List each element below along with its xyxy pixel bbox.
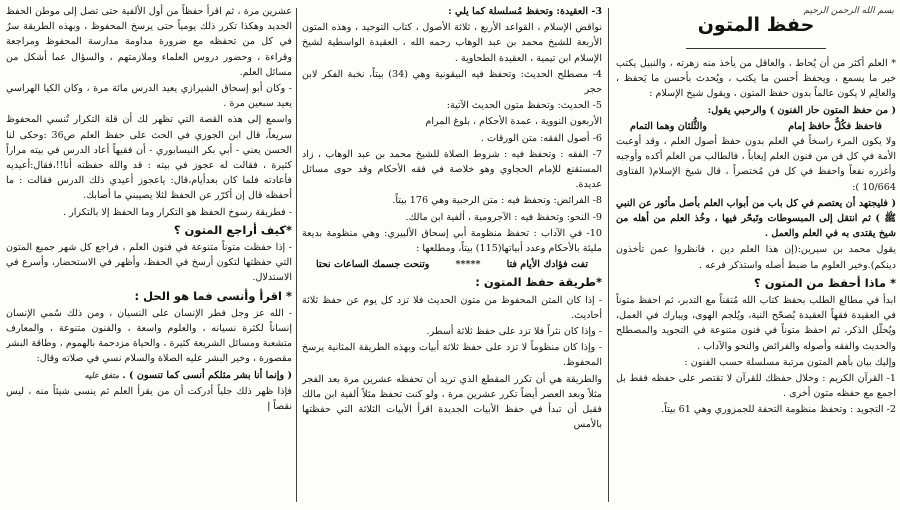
poem-verse <box>302 257 602 272</box>
body-paragraph: ولا يكون المرء راسخاً في العلم بدون حفظ أصول العلم ، وقد أوعبت الأمة في كل فن من فنون العلم إيعاباً ، فالطالب من العلم أكده وأوجبه وأغزره نفعاً واحفظ في كل فن مُختصراً ، قال شيخ الإسلام( الفتاوى 10/664 ): <box>616 136 896 193</box>
bismillah: بسم الله الرحمن الرحيم <box>803 6 894 16</box>
body-paragraph: يقول محمد بن سيرين:(إن هذا العلم دين ، فانظروا عمن تأخذون دينكم).وخير العلوم ما ضبط أصله واستذكر فرعه . <box>616 244 896 271</box>
section-heading: *كيف أراجع المتون ؟ <box>173 222 292 237</box>
poem-hemistich-left: والثُّلثان وهما التمام <box>630 120 707 132</box>
column-divider <box>296 8 297 502</box>
column-middle <box>302 4 602 506</box>
body-paragraph: وإليك بيان بأهم المتون مرتبة مسلسلة حسب الفنون : <box>684 356 896 368</box>
poem-hemistich-right: تفت فؤادك الأيام فتا <box>506 259 588 271</box>
list-item: 5- الحديث: وتحفظ متون الحديث الآتية: <box>446 100 602 112</box>
poem-verse <box>616 119 896 134</box>
body-paragraph: - وإذا كان نثراً فلا تزد على حفظ ثلاثة أسطر. <box>426 326 602 338</box>
section-heading: * اقرأ وأنسى فما هو الحل : <box>134 288 292 303</box>
column-right <box>616 4 896 506</box>
page-header <box>616 4 896 56</box>
list-item: 2- التجويد : وتحفظ منظومة التحفة للجمزوري وهي 61 بيتاً. <box>661 404 896 416</box>
section-heading: *طريقة حفظ المتون : <box>475 275 602 290</box>
hadith-reference: متفق عليه <box>84 369 119 380</box>
body-paragraph: فإذا ظهر ذلك جلياً أدركت أن من يقرأ العلم ثم ينسى شيئاً منه ، ليس نقصاً إ <box>6 385 292 413</box>
list-item: 10- في الآداب : تحفظ منظومة أبي إسحاق الألبيري: وهي منظومة بديعة مليئة بالأحكام وعدد أبياتها(115) بيتاً، ومطلعها : <box>302 227 602 255</box>
hadith-text: ( وإنما أنا بشر مثلكم أنسى كما تنسون ) . <box>122 369 292 381</box>
section-heading: * ماذا أحفظ من المتون ؟ <box>754 275 896 290</box>
body-paragraph: والطريقة هي أن تكرر المقطع الذي تريد أن تحفظه عشرين مرة بعد الفجر مثلاً وبعد العصر أيضاً تكرر عشرين مرة ، ولو كنت تحفظ مثلاً ألفية ابن مالك فقبل أن تبدأ في حفظ الأبيات الجديدة اقرأ الأبيات الثلاثة التي حفظتها بالأمس <box>302 373 602 431</box>
list-item: 4- مصطلح الحديث: وتحفظ فيه البيقونية وهي (34) بيتاً، نخبة الفكر لابن حجر <box>302 68 602 96</box>
body-paragraph: - إذا حفظت متوناً متنوعة في فنون العلم ، فراجع كل شهر جميع المتون التي حفظتها لتكون أرسخ في الحفظ، وأظهر في الاستحضار، وأسرع في الاستدلال. <box>6 242 292 284</box>
list-item: 9- النحو: وتحفظ فيه : الآجرومية ، ألفية ابن مالك. <box>405 211 602 223</box>
list-item: 8- الفرائض: وتحفظ فيه : متن الرحبية وهي 176 بيتاً. <box>392 195 602 207</box>
body-paragraph: - الله عز وجل فطر الإنسان على النسيان ، ومن ذلك سُمي الإنسان إنساناً لكثرة نسيانه ، والعلوم واسعة ، والفنون متنوعة ، والمعارف متشعبة ومسائل الشريعة كثيرة ، والحياة مزدحمة بالهموم ، وطاقة البشر مقصورة ، وخير البشر عليه الصلاة والسلام نسي في صلاته وقال: <box>6 307 292 365</box>
list-item: 3- العقيدة: وتحفظ مُسلسلة كما يلي : <box>448 6 602 17</box>
body-paragraph: ( فليجتهد أن يعتصم في كل باب من أبواب العلم بأصل مأثور عن النبي ﷺ ) ثم انتقل إلى المبسوطات وتَبحّر فيها ، وخُذ العلم من أهله من شيخ يقتدى به في العلم والعمل . <box>616 197 896 240</box>
quote-paragraph: ( من حفظ المتون حاز الفنون ) والرحبي يقول: <box>707 104 896 116</box>
title-underline <box>686 48 826 49</box>
list-item: 7- الفقه : وتحفظ فيه : شروط الصلاة للشيخ محمد بن عبد الوهاب ، زاد المستقنع للإمام الحجاوي وهو خلاصة في فقه الأحكام وقد حوى مسائل عديدة. <box>302 148 602 191</box>
body-paragraph: - فطريقة رسوخ الحفظ هو التكرار وما الحفظ إلا بالتكرار . <box>62 206 292 218</box>
body-paragraph: ابدأ في مطالع الطلب بحفظ كتاب الله مُتقناً مع التدبر، ثم احفظ متوناً في العقيدة فقهاً العقيدة يُصحّح النية، ويُلجم الهوى، ويبارك في العمل، ويُحلّل الذكر، ثم احفظ متوناً في فنون متنوعة في التجويد والمصطلح والحديث والفقه وأصوله والفرائض والنحو والآداب . <box>616 295 896 352</box>
list-item: 6- أصول الفقه: متن الورقات . <box>480 132 602 144</box>
page-title: حفظ المتون <box>697 14 815 36</box>
poem-hemistich-left: وتنحت جسمك الساعات نحتا <box>316 259 430 271</box>
body-paragraph: نواقض الإسلام ، القواعد الأربع ، ثلاثة الأصول ، كتاب التوحيد ، وهذه المتون الأربعة للشيخ محمد بن عبد الوهاب رحمه الله ، العقيدة الواسطية لشيخ الإسلام ابن تيمية ، العقيدة الطحاوية . <box>302 22 602 64</box>
intro-paragraph: * العلم أكثر من أن يُحاط ، والعاقل من يأخذ منه زهرته ، والنبيل يكتب خير ما يسمع ، ويحفظ أحسن ما يكتب ، ويُحدث بأحسن ما يَحفظ ، والعالِم لا يكون عالماً بدون حفظ المتون ، ويقول شيخ الإسلام : <box>616 58 896 100</box>
body-paragraph: الأربعون النووية ، عمدة الأحكام ، بلوغ المرام <box>425 116 602 128</box>
column-divider <box>608 8 609 502</box>
poem-separator: ***** <box>455 259 481 271</box>
hadith-quote <box>6 368 292 383</box>
body-paragraph: عشرين مرة ، ثم اقرأ حفظاً من أول الألفية حتى تصل إلى موطن الحفظ الجديد وهكذا تكرر ذلك يومياً حتى يرسخ المحفوظ ، وبهذه الطريقة سرٌ في كل من تحفظه مع ضرورة مداومة مدارسة المحفوظ ومراجعة وقراءة ، وحضور دروس العلماء وملازمتهم ، والسؤال عما أشكل من مسائل العلم. <box>6 6 292 78</box>
list-item: 1- القرآن الكريم : وخلال حفظك للقرآن لا تقتصر على حفظه فقط بل اجمع مع حفظه متون أخرى . <box>616 373 896 400</box>
body-paragraph: - وكان أبو إسحاق الشيرازي يعيد الدرس مائة مرة ، وكان الكيا الهراسي يعيد سبعين مرة . <box>6 83 292 110</box>
poem-hemistich-right: فاحفظ فكُلُّ حافظ إمام <box>788 120 882 132</box>
body-paragraph: - وإذا كان منظوماً لا تزد على حفظ ثلاثة أبيات وبهذه الطريقة المثانية يرسخ المحفوظ. <box>302 342 602 369</box>
body-paragraph: واسمع إلى هذه القصة التي تظهر لك أن قلة التكرار تُنسي المحفوظ سريعاً، قال ابن الجوزي في الحث على حفظ العلم ص36 :وحكى لنا الحسن يعني - أبي بكر النيسابوري - أن فقيهاً أعاد الدرس في بيته مراراً كثيرة ، فقالت له عجوز في بيته : قد والله حفظته أنا!!،فقال:أعيديه فأعادته فلما كان بعدأيام،قال: ياعجوز أعيدي ذلك الدرس فقالت : ما أحفظه قال إن أكرّر عن الحفظ لئلا يصيبني ما أصابك. <box>6 114 292 202</box>
body-paragraph: - إذا كان المتن المحفوظ من متون الحديث فلا تزد كل يوم عن حفظ ثلاثة أحاديث. <box>302 294 602 321</box>
column-left <box>6 4 292 506</box>
